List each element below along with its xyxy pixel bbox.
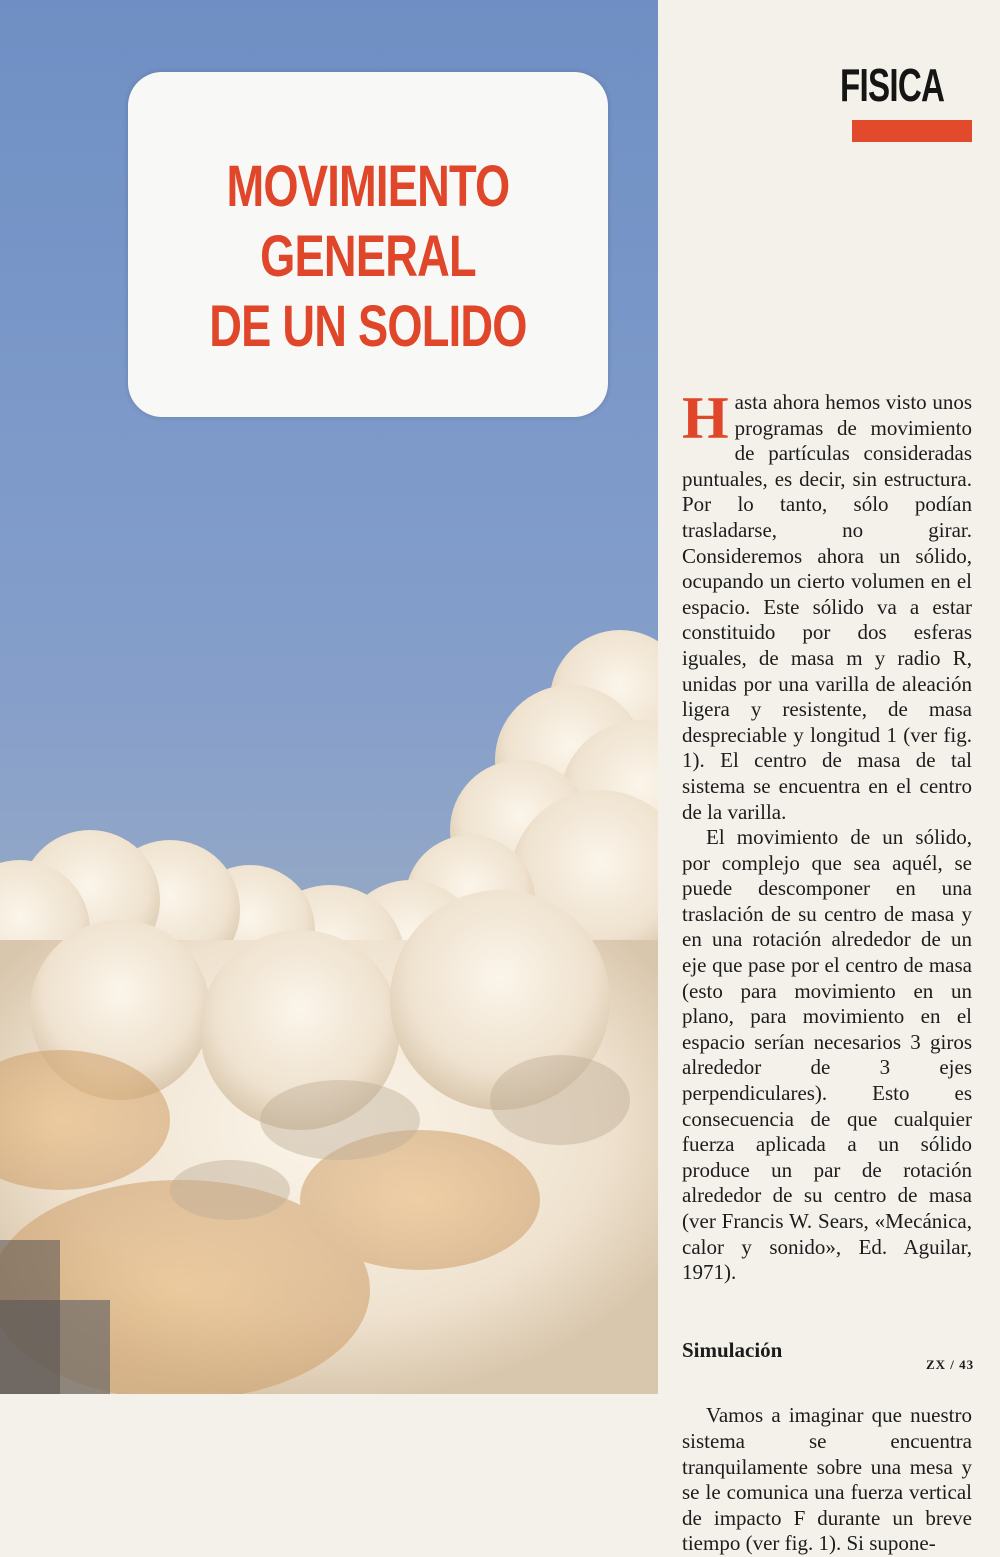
headline-line-1: MOVIMIENTO xyxy=(226,154,510,219)
article-paragraph-3: Vamos a imaginar que nuestro sistema se encuentra tranquilamente sobre una mesa y se le comunica una fuerza vertical de impacto F durante un breve tiempo (ver fig. 1). Si supone- xyxy=(682,1403,972,1556)
drop-cap: H xyxy=(682,385,729,451)
article-paragraph-2: El movimiento de un sólido, por complejo que sea aquél, se puede descomponer en una traslación de su centro de masa y en una rotación alrededor de un eje que pase por el centro de masa (esto para movimiento en un plano, para movimiento en el espacio serían necesarios 3 giros alrededor de 3 ejes perpendiculares). Esto es consecuencia de que cualquier fuerza aplicada a un sólido produce un par de rotación alrededor de su centro de masa (ver Francis W. Sears, «Mecánica, calor y sonido», Ed. Aguilar, 1971). xyxy=(682,825,972,1285)
article-column xyxy=(682,385,975,1557)
headline-line-2: GENERAL xyxy=(260,224,476,289)
title-card xyxy=(128,72,608,417)
headline-line-3: DE UN SOLIDO xyxy=(209,294,527,359)
section-label: FISICA xyxy=(840,59,945,111)
section-subheading: Simulación xyxy=(682,1337,783,1362)
page-number: ZX / 43 xyxy=(926,1357,975,1372)
paragraph-1-text: asta ahora hemos visto unos programas de movimiento de partículas consideradas puntuales, es decir, sin estructura. Por lo tanto, sólo podían trasladarse, no girar. Consideremos ahora un sólido, ocupando un cierto volumen en el espacio. Este sólido va a estar constituido por dos esferas iguales, de masa m y radio R, unidas por una varilla de aleación ligera y resistente, de masa despreciable y longitud 1 (ver fig. 1). El centro de masa de tal sistema se encuentra en el centro de la varilla. xyxy=(682,390,972,824)
article-paragraph-1 xyxy=(682,385,972,825)
headline xyxy=(181,152,555,362)
section-accent-bar xyxy=(852,120,972,142)
